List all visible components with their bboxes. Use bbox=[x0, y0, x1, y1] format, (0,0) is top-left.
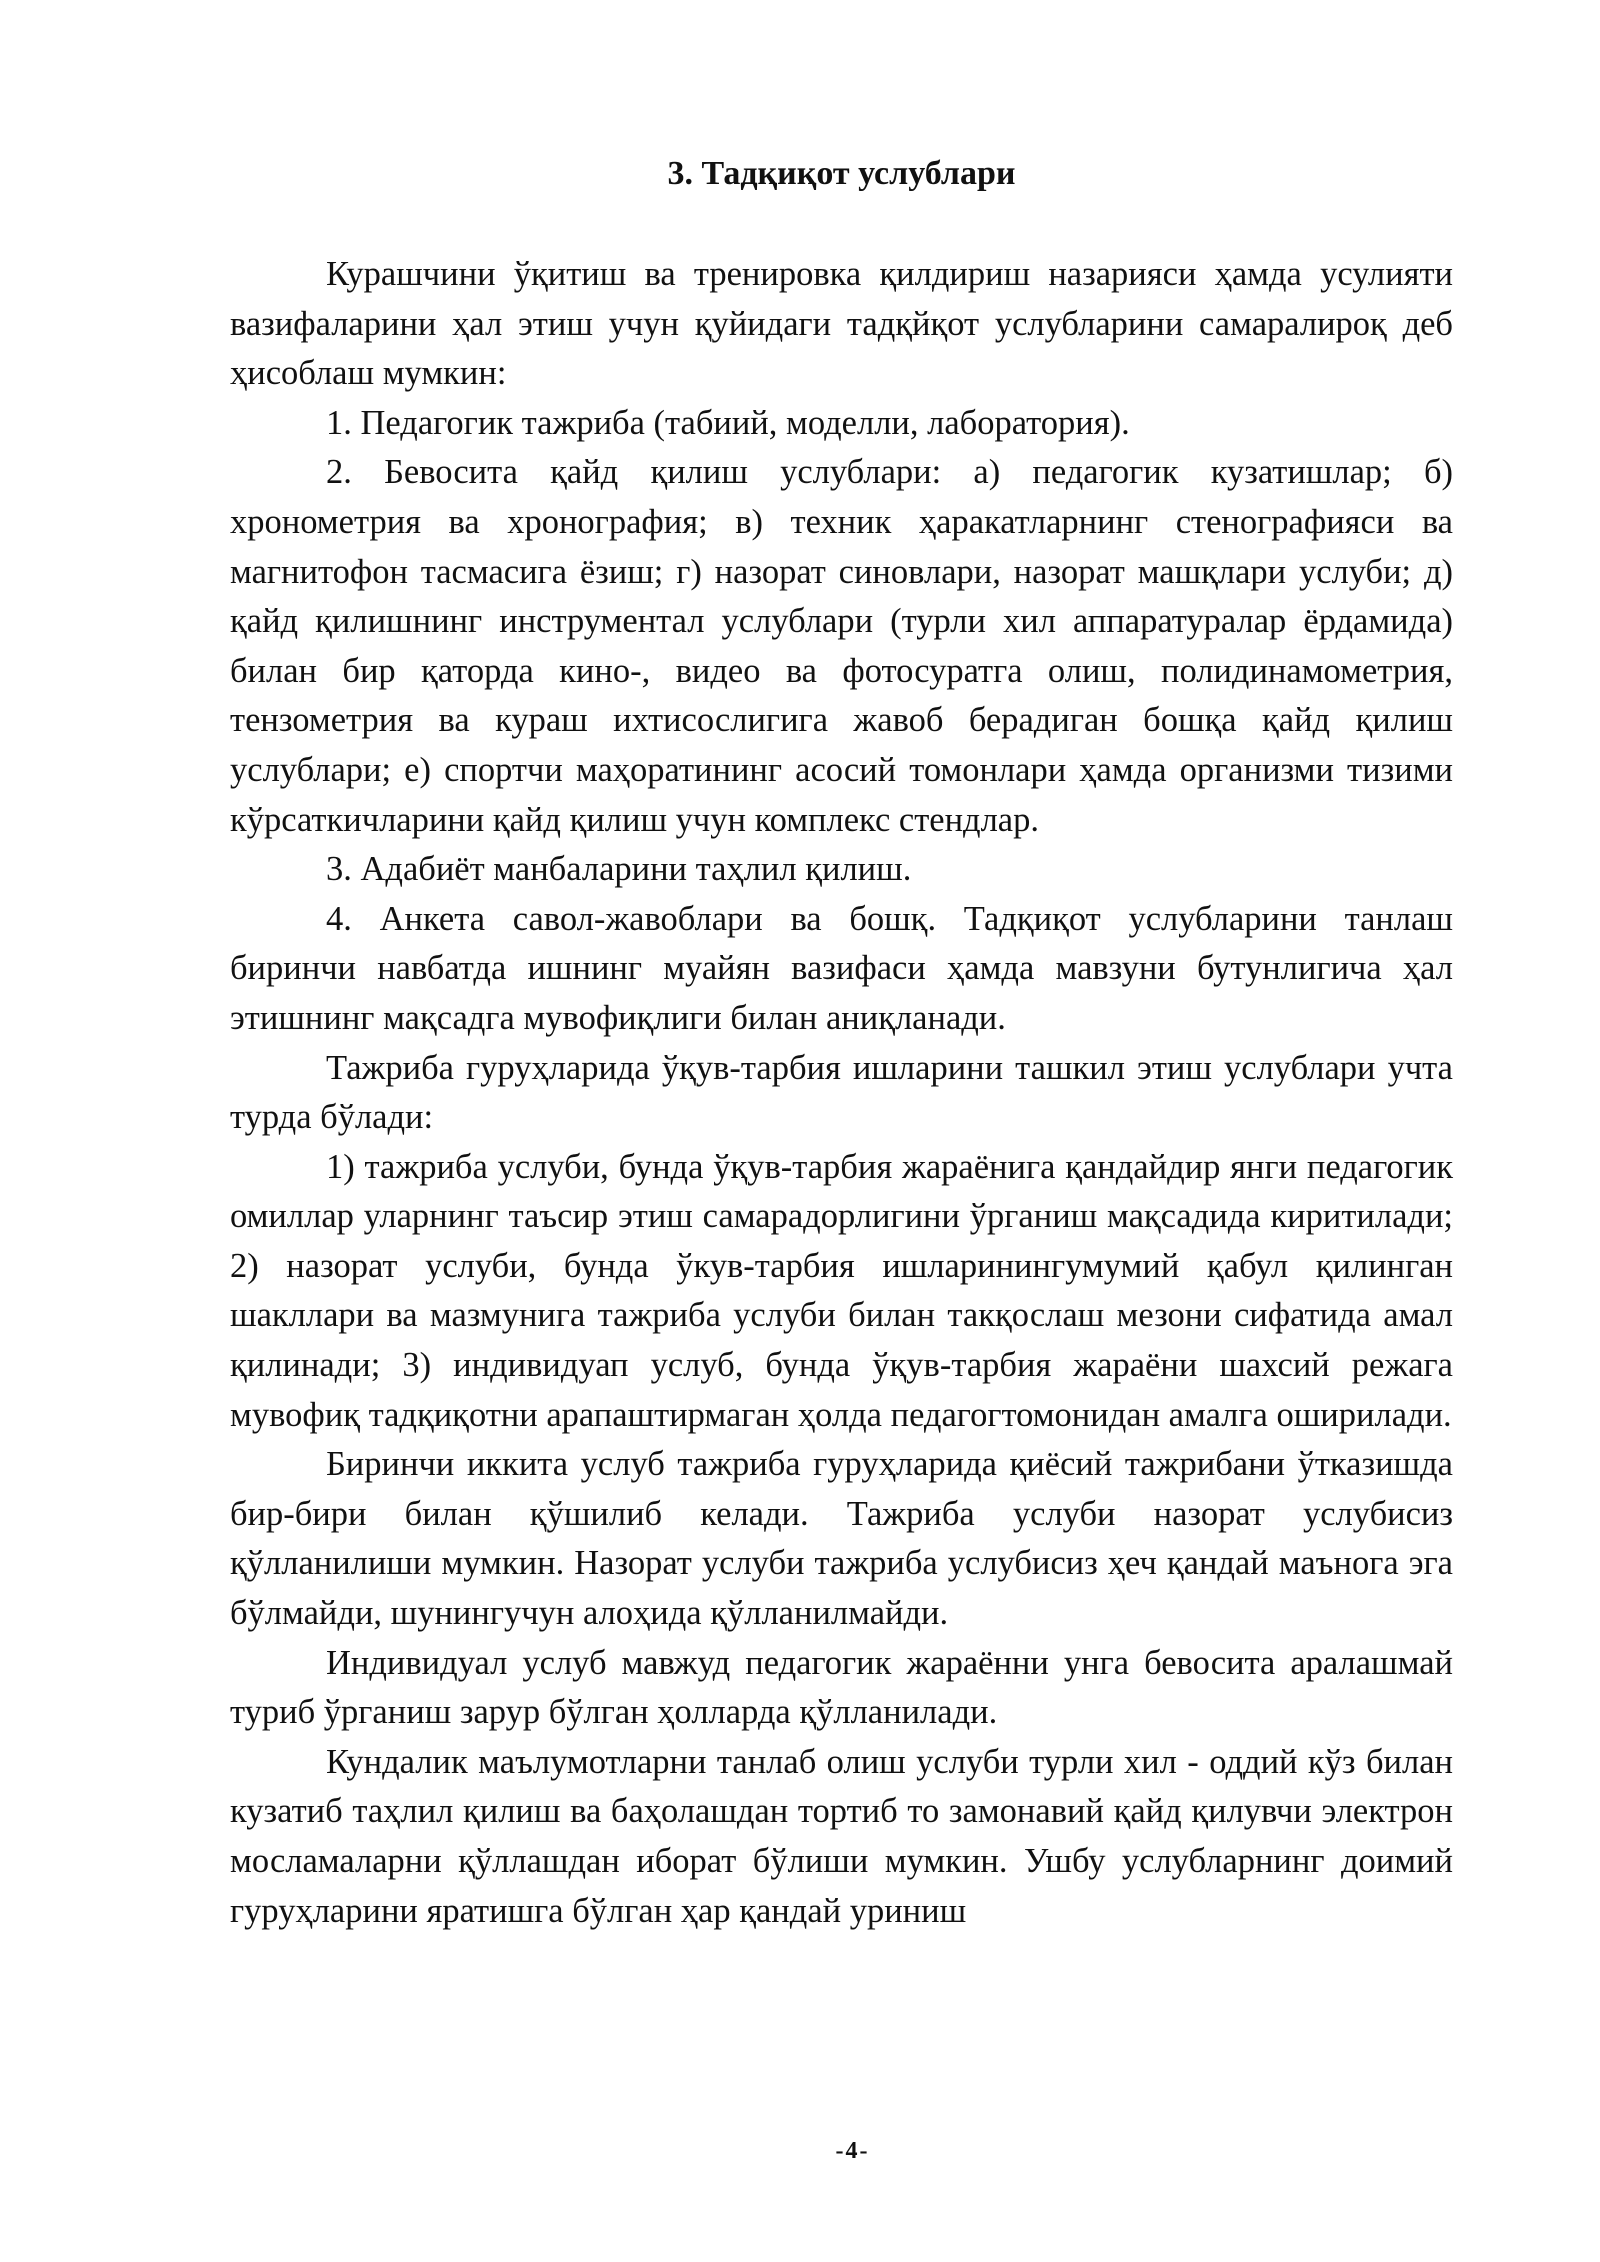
page-number: -4- bbox=[835, 2138, 870, 2164]
paragraph-daily-data: Кундалик маълумотларни танлаб олиш услуби турли хил - оддий кўз билан кузатиб таҳлил қилиш ва баҳолашдан тортиб то замонавий қайд қилувчи электрон мосламаларни қўллашдан иборат бўлиши мумкин. Ушбу услубларнинг доимий гуруҳларини яратишга бўлган ҳар қандай уриниш bbox=[230, 1742, 1453, 1930]
paragraph-first-two-methods: Биринчи иккита услуб тажриба гуруҳларида қиёсий тажрибани ўтказишда бир-бири билан қўшилиб келади. Тажриба услуби назорат услубисиз қўлланилиши мумкин. Назорат услуби тажриба услубисиз ҳеч қандай маънога эга бўлмайди, шунингучун алоҳида қўлланилмайди. bbox=[230, 1445, 1453, 1633]
list-item-1: 1. Педагогик тажриба (табиий, моделли, лаборатория). bbox=[326, 403, 1130, 442]
list-item-2: 2. Бевосита қайд қилиш услублари: а) педагогик кузатишлар; б) хронометрия ва хронография; в) техник ҳаракатларнинг стенографияси ва магнитофон тасмасига ёзиш; г) назорат синовлари, назорат машқлари услуби; д) қайд қилишнинг инструментал услублари (турли хил аппаратуралар ёрдамида) билан бир қаторда кино-, видео ва фотосуратга олиш, полидинамометрия, тензометрия ва кураш ихтисослигига жавоб берадиган бошқа қайд қилиш услублари; е) спортчи маҳоратининг асосий томонлари ҳамда организми тизими кўрсаткичларини қайд қилиш учун комплекс стендлар. bbox=[230, 453, 1453, 839]
section-heading: 3. Тадқиқот услублари bbox=[667, 155, 1016, 192]
list-item-4: 4. Анкета савол-жавоблари ва бошқ. Тадқиқот услубларини танлаш биринчи навбатда ишнинг муайян вазифаси ҳамда мавзуни бутунлигича ҳал этишнинг мақсадга мувофиқлиги билан аниқланади. bbox=[230, 899, 1453, 1037]
paragraph-experiment-groups: Тажриба гуруҳларида ўқув-тарбия ишларини ташкил этиш услублари учта турда бўлади: bbox=[230, 1048, 1453, 1137]
list-item-3: 3. Адабиёт манбаларини таҳлил қилиш. bbox=[326, 850, 912, 889]
paragraph-methods-list: 1) тажриба услуби, бунда ўқув-тарбия жараёнига қандайдир янги педагогик омиллар уларнинг таъсир этиш самарадорлигини ўрганиш мақсадида киритилади; 2) назорат услуби, бунда ўкув-тарбия ишларинингумумий қабул қилинган шакллари ва мазмунига тажриба услуби билан такқослаш мезони сифатида амал қилинади; 3) индивидуап услуб, бунда ўқув-тарбия жараёни шахсий режага мувофиқ тадқиқотни арапаштирмаган ҳолда педагогтомонидан амалга оширилади. bbox=[230, 1147, 1453, 1434]
document-body bbox=[230, 250, 1453, 1936]
paragraph-intro: Курашчини ўқитиш ва тренировка қилдириш назарияси ҳамда усулияти вазифаларини ҳал этиш учун қуйидаги тадқйқот услубларини самаралироқ деб ҳисоблаш мумкин: bbox=[230, 255, 1453, 393]
paragraph-individual-method: Индивидуал услуб мавжуд педагогик жараённи унга бевосита аралашмай туриб ўрганиш зарур бўлган ҳолларда қўлланилади. bbox=[230, 1643, 1453, 1732]
